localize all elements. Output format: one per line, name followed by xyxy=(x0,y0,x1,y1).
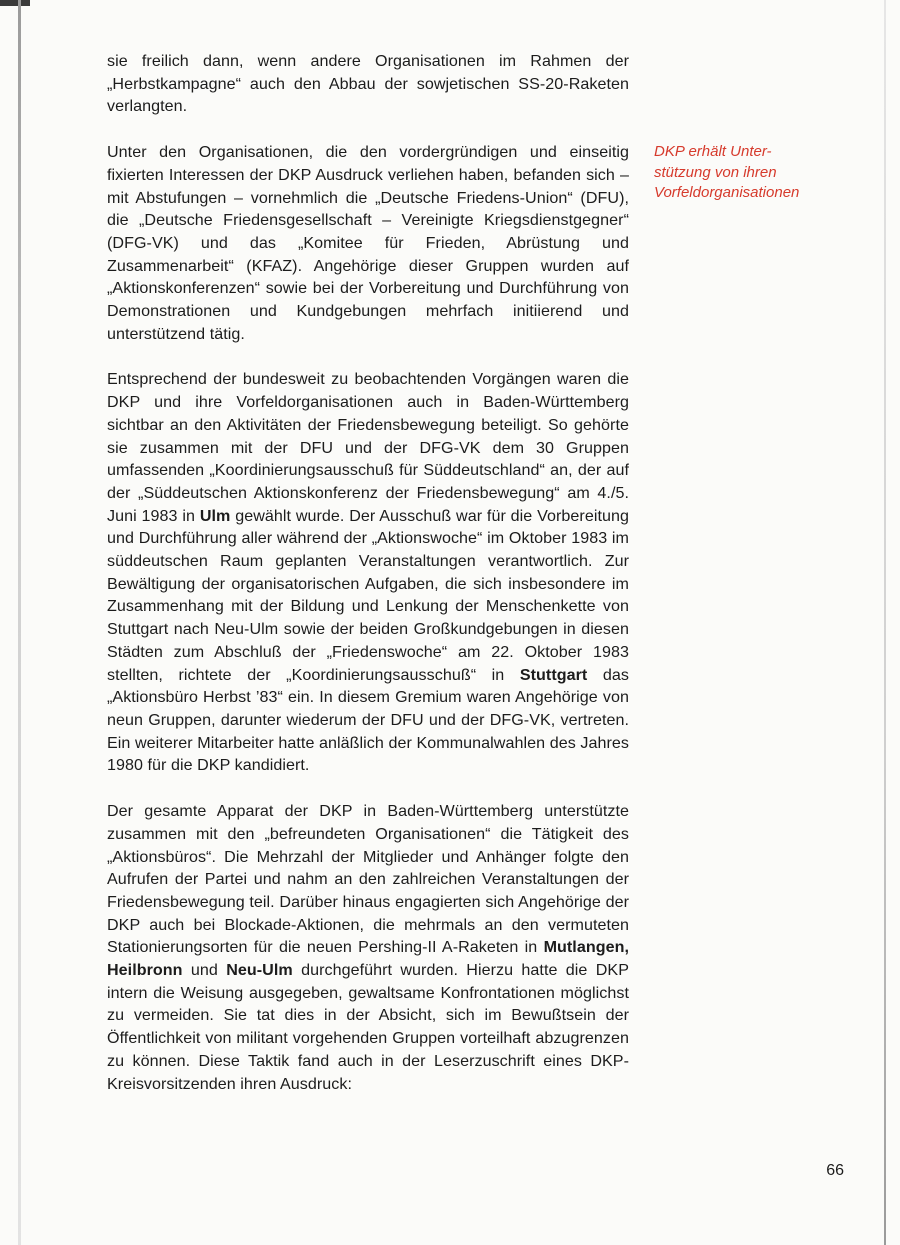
scan-right-edge xyxy=(884,0,886,1245)
paragraph-3 xyxy=(107,368,629,777)
paragraph-2-text: Unter den Organisationen, die den vordergründigen und einseitig fixierten Interessen der DKP Ausdruck verliehen haben, befanden sich – mit Abstufungen – vornehmlich die „Deutsche Friedens-Union“ (DFU), die „Deutsche Friedensgesellschaft – Vereinigte Kriegsdienstgegner“ (DFG-VK) und das „Komitee für Frieden, Abrüstung und Zusammenarbeit“ (KFAZ). Angehörige dieser Gruppen wurden auf „Aktionskonferenzen“ sowie bei der Vorbereitung und Durchführung von Demonstrationen und Kundgebungen mehrfach initiierend und unterstützend tätig. xyxy=(107,143,629,343)
place-ulm: Ulm xyxy=(199,506,231,525)
scan-left-edge xyxy=(18,0,21,1245)
place-stuttgart: Stuttgart xyxy=(519,665,588,684)
scan-edge-mark xyxy=(0,0,30,6)
place-neu-ulm: Neu-Ulm xyxy=(226,961,293,980)
paragraph-1 xyxy=(107,50,629,118)
paragraph-4-text-a: Der gesamte Apparat der DKP in Baden-Württemberg unterstützte zusammen mit den „befreundeten Organisationen“ die Tätigkeit des „Aktionsbüros“. Die Mehrzahl der Mitglieder und Anhänger folgte den Aufrufen der Partei und nahm an den zahlreichen Veranstaltungen der Friedensbewegung teil. Darüber hinaus engagierten sich Angehörige der DKP auch bei Blockade-Aktionen, die mehrmals an den vermuteten Stationierungsorten für die neuen Pershing-II A-Raketen in xyxy=(107,802,629,957)
margin-sidenote xyxy=(654,142,854,204)
paragraph-1-text: sie freilich dann, wenn andere Organisationen im Rahmen der „Herbstkampagne“ auch den Abbau der sowjetischen SS-20-Raketen verlangten. xyxy=(107,52,629,116)
sidenote-line-2: stützung von ihren xyxy=(654,163,777,181)
paragraph-3-text-a: Entsprechend der bundesweit zu beobachtenden Vorgängen waren die DKP und ihre Vorfeldorganisationen auch in Baden-Württemberg sichtbar an den Aktivitäten der Friedensbewegung beteiligt. So gehörte sie zusammen mit der DFU und der DFG-VK dem 30 Gruppen umfassenden „Koordinierungsausschuß für Süddeutschland“ an, der auf der „Süddeutschen Aktionskonferenz der Friedensbewegung“ am 4./5. Juni 1983 in xyxy=(107,370,629,525)
place-mutlangen-heilbronn: Mutlangen, Heilbronn xyxy=(107,938,629,980)
main-text-column xyxy=(107,50,629,1095)
paragraph-4-text-b: und xyxy=(182,961,227,980)
paragraph-2 xyxy=(107,141,629,345)
paragraph-3-text-b: gewählt wurde. Der Ausschuß war für die Vorbereitung und Durchführung aller während der „Aktionswoche“ im Oktober 1983 im süddeutschen Raum geplanten Veranstaltungen verantwortlich. Zur Bewältigung der organisatorischen Aufgaben, die sich insbesondere im Zusammenhang mit der Bildung und Lenkung der Menschenkette von Stuttgart nach Neu-Ulm sowie der beiden Großkundgebungen in diesen Städten zum Abschluß der „Friedenswoche“ am 22. Oktober 1983 stellten, richtete der „Koordinierungsausschuß“ in xyxy=(107,506,629,684)
page-number: 66 xyxy=(826,1162,844,1179)
sidenote-line-1: DKP erhält Unter- xyxy=(654,143,772,160)
paragraph-3-text-c: das „Aktionsbüro Herbst ’83“ ein. In diesem Gremium waren Angehörige von neun Gruppen, darunter wiederum der DFU und der DFG-VK, vertreten. Ein weiterer Mitarbeiter hatte anläßlich der Kommunalwahlen des Jahres 1980 für die DKP kandidiert. xyxy=(107,665,629,775)
paragraph-4-text-c: durchgeführt wurden. Hierzu hatte die DKP intern die Weisung ausgegeben, gewaltsame Konfrontationen möglichst zu vermeiden. Sie tat dies in der Absicht, sich im Bewußtsein der Öffentlichkeit von militant vorgehenden Gruppen vorteilhaft abzugrenzen zu können. Diese Taktik fand auch in der Leserzuschrift eines DKP-Kreisvorsitzenden ihren Ausdruck: xyxy=(107,961,629,1093)
paragraph-4 xyxy=(107,800,629,1095)
sidenote-line-3: Vorfeldorganisationen xyxy=(654,184,800,201)
